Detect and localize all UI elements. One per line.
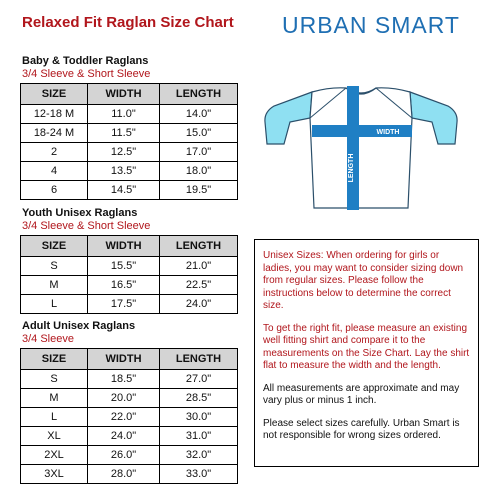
length-cell: 15.0" bbox=[160, 124, 238, 143]
table-row bbox=[21, 465, 238, 484]
table-row bbox=[21, 105, 238, 124]
size-cell: L bbox=[21, 295, 88, 314]
column-header-width: WIDTH bbox=[88, 236, 160, 257]
length-cell: 19.5" bbox=[160, 181, 238, 200]
width-cell: 18.5" bbox=[88, 370, 160, 389]
youth-section-title: Youth Unisex Raglans bbox=[22, 207, 138, 219]
size-cell: 3XL bbox=[21, 465, 88, 484]
table-row bbox=[21, 257, 238, 276]
table-row bbox=[21, 446, 238, 465]
unisex-note bbox=[263, 250, 470, 313]
table-header-row bbox=[21, 236, 238, 257]
brand-logo-text: URBAN SMART bbox=[282, 12, 460, 38]
length-cell: 28.5" bbox=[160, 389, 238, 408]
length-cell: 27.0" bbox=[160, 370, 238, 389]
right-sleeve bbox=[410, 92, 457, 144]
table-row bbox=[21, 143, 238, 162]
width-cell: 12.5" bbox=[88, 143, 160, 162]
column-header-length: LENGTH bbox=[160, 84, 238, 105]
youth-size-table bbox=[20, 235, 238, 314]
adult-section-subtitle: 3/4 Sleeve bbox=[22, 333, 74, 345]
table-row bbox=[21, 124, 238, 143]
table-header-row bbox=[21, 84, 238, 105]
width-cell: 13.5" bbox=[88, 162, 160, 181]
chart-title: Relaxed Fit Raglan Size Chart bbox=[22, 14, 234, 31]
width-cell: 11.5" bbox=[88, 124, 160, 143]
column-header-size: SIZE bbox=[21, 84, 88, 105]
length-measure-bar bbox=[347, 86, 359, 210]
baby-size-table bbox=[20, 83, 238, 200]
adult-size-table bbox=[20, 348, 238, 484]
adult-section-title: Adult Unisex Raglans bbox=[22, 320, 136, 332]
length-label: LENGTH bbox=[348, 153, 355, 183]
table-row bbox=[21, 181, 238, 200]
column-header-width: WIDTH bbox=[88, 84, 160, 105]
disclaimer-note: Please select sizes carefully. Urban Smart is not responsible for wrong sizes ordered. bbox=[263, 417, 460, 441]
table-row bbox=[21, 276, 238, 295]
width-cell: 17.5" bbox=[88, 295, 160, 314]
fit-note: To get the right fit, please measure an existing well fitting shirt and compare it to the measurements on the Size Chart. Lay the shirt flat to measure the width and the length. bbox=[263, 322, 470, 371]
length-cell: 24.0" bbox=[160, 295, 238, 314]
sizing-notes-box bbox=[254, 239, 479, 467]
table-row bbox=[21, 427, 238, 446]
baby-section-subtitle: 3/4 Sleeve & Short Sleeve bbox=[22, 68, 151, 80]
size-cell: M bbox=[21, 389, 88, 408]
width-cell: 22.0" bbox=[88, 408, 160, 427]
column-header-length: LENGTH bbox=[160, 349, 238, 370]
length-cell: 14.0" bbox=[160, 105, 238, 124]
shirt-illustration bbox=[265, 88, 457, 208]
length-cell: 21.0" bbox=[160, 257, 238, 276]
column-header-length: LENGTH bbox=[160, 236, 238, 257]
length-cell: 33.0" bbox=[160, 465, 238, 484]
width-cell: 28.0" bbox=[88, 465, 160, 484]
size-cell: M bbox=[21, 276, 88, 295]
table-row bbox=[21, 389, 238, 408]
size-cell: 12-18 M bbox=[21, 105, 88, 124]
size-cell: S bbox=[21, 370, 88, 389]
table-row bbox=[21, 408, 238, 427]
column-header-size: SIZE bbox=[21, 236, 88, 257]
size-cell: S bbox=[21, 257, 88, 276]
size-cell: 2 bbox=[21, 143, 88, 162]
table-row bbox=[21, 370, 238, 389]
length-cell: 31.0" bbox=[160, 427, 238, 446]
width-label: WIDTH bbox=[376, 129, 400, 136]
length-cell: 18.0" bbox=[160, 162, 238, 181]
width-cell: 24.0" bbox=[88, 427, 160, 446]
approx-note: All measurements are approximate and may vary plus or minus 1 inch. bbox=[263, 382, 460, 406]
width-cell: 26.0" bbox=[88, 446, 160, 465]
width-cell: 11.0" bbox=[88, 105, 160, 124]
width-cell: 20.0" bbox=[88, 389, 160, 408]
length-cell: 32.0" bbox=[160, 446, 238, 465]
size-cell: 2XL bbox=[21, 446, 88, 465]
width-cell: 15.5" bbox=[88, 257, 160, 276]
size-cell: 6 bbox=[21, 181, 88, 200]
column-header-size: SIZE bbox=[21, 349, 88, 370]
youth-section-subtitle: 3/4 Sleeve & Short Sleeve bbox=[22, 220, 151, 232]
left-sleeve bbox=[265, 92, 312, 144]
size-cell: L bbox=[21, 408, 88, 427]
table-row bbox=[21, 295, 238, 314]
size-cell: XL bbox=[21, 427, 88, 446]
size-cell: 18-24 M bbox=[21, 124, 88, 143]
width-cell: 16.5" bbox=[88, 276, 160, 295]
table-header-row bbox=[21, 349, 238, 370]
raglan-shirt-measurement-diagram bbox=[262, 82, 476, 210]
size-cell: 4 bbox=[21, 162, 88, 181]
length-cell: 22.5" bbox=[160, 276, 238, 295]
table-row bbox=[21, 162, 238, 181]
unisex-text: When ordering for girls or ladies, you may want to consider sizing down from regular sizes. Please follow the instructions below to determine the correct size. bbox=[263, 250, 464, 311]
unisex-heading: Unisex Sizes: bbox=[263, 250, 324, 261]
baby-section-title: Baby & Toddler Raglans bbox=[22, 55, 149, 67]
length-cell: 17.0" bbox=[160, 143, 238, 162]
column-header-width: WIDTH bbox=[88, 349, 160, 370]
length-cell: 30.0" bbox=[160, 408, 238, 427]
width-cell: 14.5" bbox=[88, 181, 160, 200]
